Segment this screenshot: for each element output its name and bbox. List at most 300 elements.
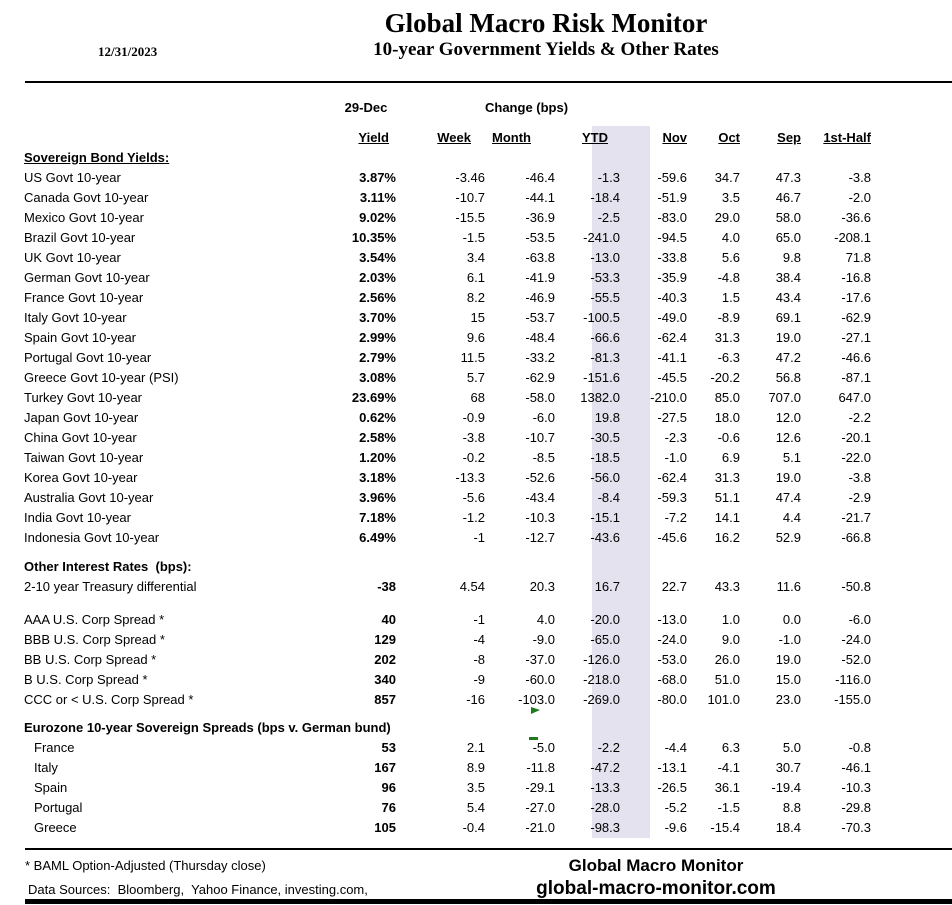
row-label [0, 548, 336, 557]
nov-change: -35.9 [657, 270, 687, 285]
sep-change [740, 557, 801, 577]
title-block [140, 8, 952, 62]
row-label: Turkey Govt 10-year [24, 390, 143, 405]
nov-change: -210.0 [650, 390, 687, 405]
oct-change [687, 597, 740, 610]
page-subtitle: 10-year Government Yields & Other Rates [373, 39, 719, 60]
yield-value: 3.18% [359, 470, 396, 485]
table-body [0, 148, 952, 838]
row-label: Portugal [34, 800, 83, 815]
table-row [0, 710, 952, 718]
first-half-change: -17.6 [841, 290, 871, 305]
ytd-change: -20.0 [590, 612, 620, 627]
ytd-change: -15.1 [590, 510, 620, 525]
first-half-change: -70.3 [841, 820, 871, 835]
first-half-change: -2.9 [848, 490, 871, 505]
oct-change: 1.0 [721, 612, 740, 627]
first-half-change: -22.0 [841, 450, 871, 465]
sep-change: 47.4 [775, 490, 801, 505]
sep-change: 8.8 [782, 800, 801, 815]
table-row [0, 718, 952, 738]
ytd-change: -30.5 [590, 430, 620, 445]
ytd-change: 1382.0 [580, 390, 620, 405]
oct-change: 36.1 [714, 780, 740, 795]
table-row [0, 448, 952, 468]
data-sources: Data Sources: Bloomberg, Yahoo Finance, investing.com, [28, 882, 368, 897]
sep-change: 9.8 [782, 250, 801, 265]
ytd-change: -1.3 [597, 170, 620, 185]
week-change: -9 [473, 672, 485, 687]
sep-change: 4.4 [782, 510, 801, 525]
nov-change: -62.4 [657, 470, 687, 485]
month-change [485, 718, 555, 738]
page-title: Global Macro Risk Monitor [384, 8, 708, 38]
month-change [485, 557, 555, 577]
row-label: Portugal Govt 10-year [24, 350, 152, 365]
oct-change: 1.5 [721, 290, 740, 305]
ytd-change: -47.2 [590, 760, 620, 775]
month-change: -58.0 [525, 390, 555, 405]
table-row [0, 148, 952, 168]
nov-change: -83.0 [657, 210, 687, 225]
asof-date-label: 29-Dec [344, 100, 388, 115]
row-label [0, 710, 336, 718]
oct-change: 51.1 [714, 490, 740, 505]
week-change: 8.9 [466, 760, 485, 775]
month-change: -103.0 [518, 692, 555, 707]
oct-change: -20.2 [710, 370, 740, 385]
yield-value: 6.49% [359, 530, 396, 545]
first-half-change [801, 597, 871, 610]
yield-value: 3.87% [359, 170, 396, 185]
ytd-change: -269.0 [583, 692, 620, 707]
footnote: * BAML Option-Adjusted (Thursday close) [25, 858, 266, 873]
change-bps-label: Change (bps) [485, 100, 569, 115]
ytd-change: 16.7 [594, 579, 620, 594]
month-change: -29.1 [525, 780, 555, 795]
yield-value: 0.62% [359, 410, 396, 425]
ytd-change: 19.8 [594, 410, 620, 425]
row-label [0, 597, 336, 610]
oct-change [687, 710, 740, 718]
ytd-change: -2.5 [597, 210, 620, 225]
sep-change: 11.6 [776, 579, 801, 594]
week-change: 3.4 [466, 250, 485, 265]
ytd-change: -81.3 [590, 350, 620, 365]
yield-value: 40 [381, 612, 396, 627]
oct-change: -4.8 [717, 270, 740, 285]
oct-change: -15.4 [710, 820, 740, 835]
first-half-change: -6.0 [848, 612, 871, 627]
yield-value [336, 710, 396, 718]
ytd-change: -66.6 [590, 330, 620, 345]
week-change: 3.5 [466, 780, 485, 795]
nov-change: 22.7 [661, 579, 687, 594]
week-change: 2.1 [466, 740, 485, 755]
yield-value [336, 548, 396, 557]
row-label: German Govt 10-year [24, 270, 150, 285]
sep-change: 5.1 [782, 450, 801, 465]
week-change [396, 710, 485, 718]
oct-change: 29.0 [714, 210, 740, 225]
week-change: 5.7 [466, 370, 485, 385]
first-half-change: -46.6 [841, 350, 871, 365]
ytd-change: -43.6 [590, 530, 620, 545]
nov-change: -45.6 [657, 530, 687, 545]
first-half-change: -2.2 [848, 410, 871, 425]
nov-change [628, 718, 687, 738]
first-half-change: -29.8 [841, 800, 871, 815]
month-change: -12.7 [525, 530, 555, 545]
month-change: -41.9 [525, 270, 555, 285]
ytd-change: -241.0 [583, 230, 620, 245]
bottom-bar [25, 899, 952, 904]
first-half-change: -116.0 [835, 672, 871, 687]
week-change: 6.1 [466, 270, 485, 285]
sep-change: 0.0 [782, 612, 801, 627]
week-change: 15 [470, 310, 485, 325]
table-row [0, 818, 952, 838]
brand-url: global-macro-monitor.com [536, 878, 776, 899]
sep-change: -1.0 [778, 632, 801, 647]
week-change: 68 [470, 390, 485, 405]
table-row [0, 248, 952, 268]
week-change: -13.3 [455, 470, 485, 485]
oct-change: -8.9 [717, 310, 740, 325]
month-change: -44.1 [525, 190, 555, 205]
nov-change: -59.6 [657, 170, 687, 185]
ytd-change: -18.4 [590, 190, 620, 205]
sep-change: 65.0 [775, 230, 801, 245]
month-change: 4.0 [536, 612, 555, 627]
row-label: Taiwan Govt 10-year [24, 450, 144, 465]
ytd-change: -13.3 [590, 780, 620, 795]
table-row [0, 798, 952, 818]
table-row [0, 528, 952, 548]
month-change: -10.7 [525, 430, 555, 445]
table-row [0, 328, 952, 348]
sep-change: 18.4 [775, 820, 801, 835]
oct-change: -4.1 [717, 760, 740, 775]
oct-change: 31.3 [714, 330, 740, 345]
ytd-change: -8.4 [597, 490, 620, 505]
ytd-change: -126.0 [583, 652, 620, 667]
yield-value: 2.99% [359, 330, 396, 345]
first-half-change: -0.8 [848, 740, 871, 755]
week-change: 9.6 [466, 330, 485, 345]
col-header-week: Week [437, 130, 471, 145]
nov-change: -4.4 [664, 740, 687, 755]
nov-change: -40.3 [657, 290, 687, 305]
month-change: -9.0 [532, 632, 555, 647]
ytd-change: -151.6 [583, 370, 620, 385]
table-row [0, 597, 952, 610]
top-divider [25, 81, 952, 83]
oct-change: -1.5 [717, 800, 740, 815]
oct-change: 85.0 [714, 390, 740, 405]
oct-change: -6.3 [717, 350, 740, 365]
row-label: BBB U.S. Corp Spread * [24, 632, 165, 647]
table-row [0, 577, 952, 597]
ytd-change [570, 148, 628, 168]
ytd-change [570, 710, 628, 718]
first-half-change: -21.7 [841, 510, 871, 525]
sep-change [740, 597, 801, 610]
nov-change [628, 148, 687, 168]
first-half-change [801, 710, 871, 718]
month-change [485, 548, 555, 557]
month-change: -21.0 [525, 820, 555, 835]
first-half-change: -24.0 [841, 632, 871, 647]
sep-change: 12.0 [775, 410, 801, 425]
row-label: Other Interest Rates (bps): [24, 559, 192, 574]
week-change: -1.5 [462, 230, 485, 245]
yield-value: 1.20% [359, 450, 396, 465]
week-change: -1 [473, 612, 485, 627]
table-row [0, 738, 952, 758]
month-change: -62.9 [525, 370, 555, 385]
col-header-1st-half: 1st-Half [823, 130, 871, 145]
week-change: -0.9 [462, 410, 485, 425]
column-group-header-row [0, 98, 952, 118]
report-date: 12/31/2023 [98, 44, 158, 59]
month-change [485, 148, 555, 168]
yield-value: 857 [374, 692, 396, 707]
table-row [0, 188, 952, 208]
first-half-change: -46.1 [841, 760, 871, 775]
yield-value: 202 [374, 652, 396, 667]
week-change: -5.6 [462, 490, 485, 505]
ytd-change: -28.0 [590, 800, 620, 815]
nov-change: -13.1 [657, 760, 687, 775]
row-label: Brazil Govt 10-year [24, 230, 136, 245]
week-change: 5.4 [466, 800, 485, 815]
month-change: -27.0 [525, 800, 555, 815]
table-row [0, 508, 952, 528]
first-half-change: -66.8 [841, 530, 871, 545]
sep-change: 5.0 [782, 740, 801, 755]
nov-change [628, 710, 687, 718]
oct-change: 9.0 [721, 632, 740, 647]
oct-change: 101.0 [707, 692, 740, 707]
oct-change: 5.6 [721, 250, 740, 265]
yield-value: 2.56% [359, 290, 396, 305]
week-change: -15.5 [455, 210, 485, 225]
yield-value: 76 [381, 800, 396, 815]
month-change: -10.3 [525, 510, 555, 525]
first-half-change: -16.8 [841, 270, 871, 285]
yield-value: 3.54% [359, 250, 396, 265]
row-label: UK Govt 10-year [24, 250, 121, 265]
row-label: Eurozone 10-year Sovereign Spreads (bps v. German bund) [24, 720, 391, 735]
oct-change: 16.2 [714, 530, 740, 545]
nov-change: -33.8 [657, 250, 687, 265]
oct-change [687, 557, 740, 577]
row-label: US Govt 10-year [24, 170, 121, 185]
first-half-change: 647.0 [838, 390, 871, 405]
month-change: -11.8 [526, 760, 555, 775]
month-change: -8.5 [532, 450, 555, 465]
oct-change: -0.6 [717, 430, 740, 445]
row-label: Indonesia Govt 10-year [24, 530, 160, 545]
row-label: 2-10 year Treasury differential [24, 579, 197, 594]
table-row [0, 468, 952, 488]
ytd-change: -55.5 [590, 290, 620, 305]
sep-change: 47.2 [775, 350, 801, 365]
ytd-change: -98.3 [590, 820, 620, 835]
sep-change: 30.7 [775, 760, 801, 775]
first-half-change: -2.0 [848, 190, 871, 205]
row-label: Spain Govt 10-year [24, 330, 137, 345]
nov-change: -68.0 [657, 672, 687, 687]
first-half-change: -62.9 [841, 310, 871, 325]
month-change: -33.2 [525, 350, 555, 365]
nov-change: -27.5 [657, 410, 687, 425]
row-label: Greece [34, 820, 77, 835]
nov-change: -51.9 [657, 190, 687, 205]
sep-change: 19.0 [775, 330, 801, 345]
ytd-change: -65.0 [590, 632, 620, 647]
sep-change: 19.0 [775, 470, 801, 485]
week-change: -1 [473, 530, 485, 545]
nov-change: -80.0 [657, 692, 687, 707]
ytd-change [570, 597, 628, 610]
sep-change: 19.0 [775, 652, 801, 667]
nov-change [628, 548, 687, 557]
week-change: -3.46 [455, 170, 485, 185]
sep-change [740, 548, 801, 557]
month-change: -6.0 [532, 410, 555, 425]
yield-value: 167 [374, 760, 396, 775]
sep-change: 12.6 [775, 430, 801, 445]
row-label: Sovereign Bond Yields: [24, 150, 170, 165]
yield-value: 3.70% [359, 310, 396, 325]
nov-change: -49.0 [657, 310, 687, 325]
oct-change: 4.0 [721, 230, 740, 245]
sep-change [740, 718, 801, 738]
table-row [0, 650, 952, 670]
yield-value: 105 [374, 820, 396, 835]
row-label: Italy Govt 10-year [24, 310, 127, 325]
nov-change: -26.5 [657, 780, 687, 795]
ytd-change [570, 557, 628, 577]
row-label: Korea Govt 10-year [24, 470, 138, 485]
table-row [0, 268, 952, 288]
col-header-oct: Oct [718, 130, 740, 145]
sep-change: 23.0 [775, 692, 801, 707]
sep-change: 46.7 [775, 190, 801, 205]
first-half-change: -52.0 [841, 652, 871, 667]
week-change: 4.54 [459, 579, 485, 594]
month-change: -63.8 [525, 250, 555, 265]
yield-value: 10.35% [351, 230, 396, 245]
oct-change [687, 148, 740, 168]
sep-change: 38.4 [775, 270, 801, 285]
sep-change [740, 148, 801, 168]
month-change: -60.0 [525, 672, 555, 687]
yield-value [336, 557, 396, 577]
yield-value: 7.18% [359, 510, 396, 525]
first-half-change: -87.1 [841, 370, 871, 385]
ytd-change: -13.0 [590, 250, 620, 265]
row-label: AAA U.S. Corp Spread * [24, 612, 165, 627]
oct-change: 31.3 [714, 470, 740, 485]
table-row [0, 368, 952, 388]
month-change: 20.3 [529, 579, 555, 594]
oct-change: 18.0 [714, 410, 740, 425]
nov-change: -45.5 [657, 370, 687, 385]
nov-change: -94.5 [657, 230, 687, 245]
oct-change: 3.5 [721, 190, 740, 205]
month-change: -52.6 [525, 470, 555, 485]
row-label: Japan Govt 10-year [24, 410, 139, 425]
month-change [485, 597, 555, 610]
nov-change [628, 597, 687, 610]
month-change [485, 710, 555, 718]
week-change: -0.2 [462, 450, 485, 465]
row-label: B U.S. Corp Spread * [24, 672, 148, 687]
month-change: -36.9 [525, 210, 555, 225]
table-row [0, 610, 952, 630]
sep-change: 43.4 [775, 290, 801, 305]
oct-change [687, 548, 740, 557]
first-half-change: -155.0 [834, 692, 871, 707]
brand-name: Global Macro Monitor [568, 856, 744, 875]
sep-change [740, 710, 801, 718]
yield-value: 9.02% [359, 210, 396, 225]
sep-change: 47.3 [775, 170, 801, 185]
month-change: -37.0 [525, 652, 555, 667]
nov-change [628, 557, 687, 577]
table-row [0, 168, 952, 188]
row-label: Canada Govt 10-year [24, 190, 149, 205]
month-change: -5.0 [532, 740, 555, 755]
yield-value: 3.11% [359, 190, 396, 205]
table-row [0, 428, 952, 448]
first-half-change [801, 548, 871, 557]
oct-change [687, 718, 740, 738]
nov-change: -1.0 [664, 450, 687, 465]
oct-change: 51.0 [714, 672, 740, 687]
yield-value: 3.96% [359, 490, 396, 505]
yield-value [336, 718, 396, 738]
nov-change: -53.0 [657, 652, 687, 667]
week-change: -3.8 [462, 430, 485, 445]
ytd-change: -18.5 [590, 450, 620, 465]
ytd-change [570, 718, 628, 738]
yield-value: 23.69% [351, 390, 396, 405]
week-change: -10.7 [455, 190, 485, 205]
ytd-change: -218.0 [583, 672, 620, 687]
yield-value: 2.79% [359, 350, 396, 365]
table-row [0, 408, 952, 428]
row-label: India Govt 10-year [24, 510, 131, 525]
ytd-change: -56.0 [590, 470, 620, 485]
week-change [396, 718, 485, 738]
row-label: Greece Govt 10-year (PSI) [24, 370, 179, 385]
first-half-change [801, 148, 871, 168]
oct-change: 6.9 [721, 450, 740, 465]
row-label: CCC or < U.S. Corp Spread * [24, 692, 194, 707]
first-half-change: -36.6 [841, 210, 871, 225]
row-label: Italy [34, 760, 58, 775]
ytd-change [570, 548, 628, 557]
table-row [0, 758, 952, 778]
yield-value: -38 [377, 579, 396, 594]
row-label: Australia Govt 10-year [24, 490, 154, 505]
oct-change: 6.3 [721, 740, 740, 755]
sep-change: 56.8 [775, 370, 801, 385]
